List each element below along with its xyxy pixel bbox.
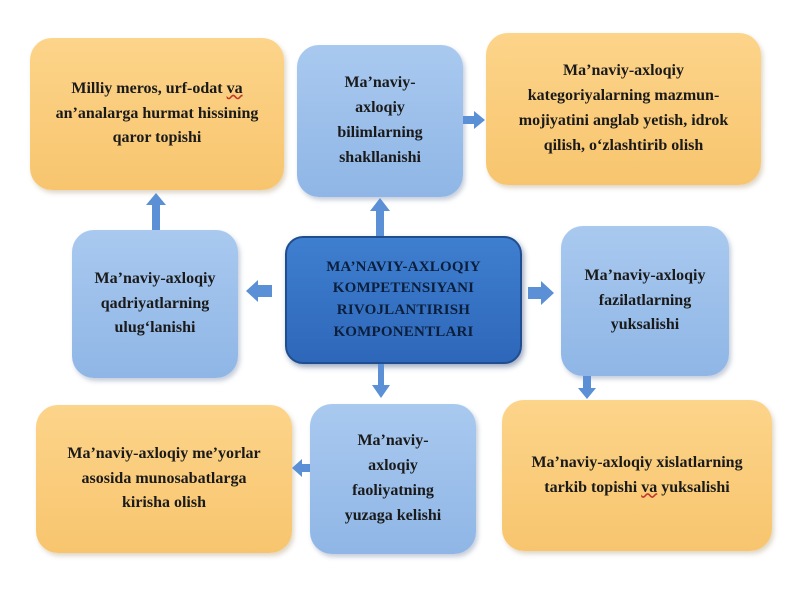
blue-box-right-text: Ma’naviy-axloqiy fazilatlarning yuksalishi	[584, 266, 706, 334]
center-box-text: MA’NAVIY-AXLOQIY KOMPETENSIYANI RIVOJLANTIRISH KOMPONENTLARI	[326, 258, 481, 340]
blue-box-bottom-text: Ma’naviy- axloqiy faoliyatning yuzaga kelishi	[344, 432, 442, 524]
orange-box-bottom-right-text: Ma’naviy-axloqiy xislatlarning tarkib topishi va yuksalishi	[531, 453, 743, 496]
orange-box-top-right-text: Ma’naviy-axloqiy kategoriyalarning mazmun- mojiyatini anglab yetish, idrok qilish, o‘zlashtirib olish	[518, 62, 729, 154]
arrow-left-to-top-left	[146, 193, 166, 230]
arrow-center-to-top	[370, 198, 390, 236]
arrow-top-to-top-right	[463, 111, 485, 129]
blue-box-left-text: Ma’naviy-axloqiy qadriyatlarning ulug‘lanishi	[94, 269, 216, 337]
orange-box-bottom-left-text: Ma’naviy-axloqiy me’yorlar asosida munosabatlarga kirisha olish	[67, 444, 261, 512]
arrow-right-to-bottom-right	[578, 376, 596, 399]
orange-box-top-left-text: Milliy meros, urf-odat va an’analarga hurmat hissining qaror topishi	[55, 79, 259, 147]
arrow-center-to-left	[246, 280, 272, 302]
arrow-bottom-to-bottom-left	[292, 459, 310, 477]
arrow-center-to-right	[528, 281, 554, 305]
arrow-center-to-bottom	[372, 364, 390, 398]
blue-box-top-text: Ma’naviy- axloqiy bilimlarning shakllanishi	[337, 74, 423, 166]
